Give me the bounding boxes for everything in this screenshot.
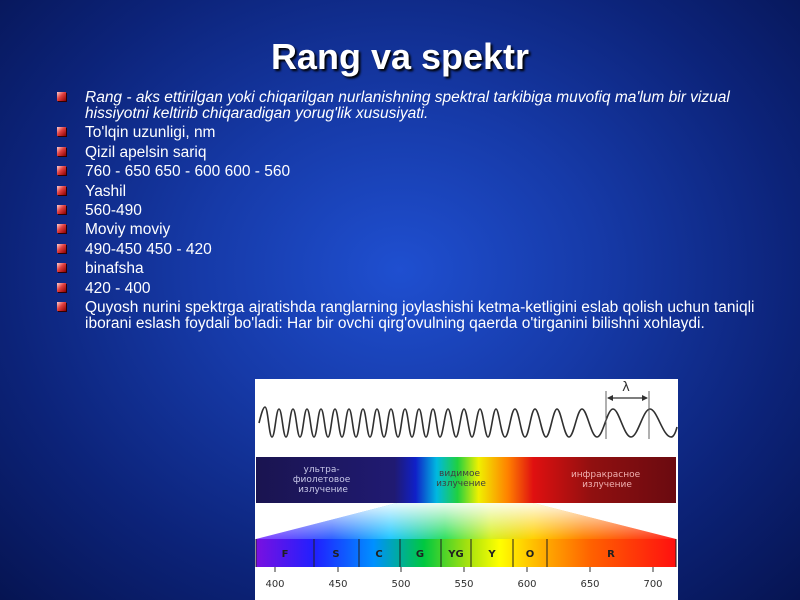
bullet-text: Rang - aks ettirilgan yoki chiqarilgan nurlanishning spektral tarkibiga muvofiq ma'lum bir vizual hissiyotni keltirib chiqaradigan yorug'lik xususiyati.	[85, 89, 730, 122]
bullet-square-icon	[57, 302, 66, 311]
tick-label-550: 550	[454, 579, 474, 590]
bullet-square-icon	[57, 205, 66, 214]
lambda-arrow-left-head	[607, 395, 613, 401]
tick-label-650: 650	[580, 579, 600, 590]
bullet-square-icon	[57, 224, 66, 233]
spectrum-diagram	[255, 379, 678, 600]
bullet-item	[55, 184, 770, 200]
tick-label-700: 700	[643, 579, 663, 590]
bullet-item	[55, 300, 770, 332]
wave-line	[259, 407, 677, 437]
tick-label-600: 600	[517, 579, 537, 590]
bullet-item	[55, 281, 770, 297]
bullet-text: 560-490	[85, 201, 142, 219]
bullet-square-icon	[57, 186, 66, 195]
tick-label-450: 450	[328, 579, 348, 590]
bullet-text: 420 - 400	[85, 279, 151, 297]
band-label-yellow: Y	[488, 549, 496, 560]
band-label-orange: O	[525, 549, 535, 560]
tick-label-400: 400	[265, 579, 285, 590]
uv-label: ультра- фиолетовое излучение	[292, 465, 351, 495]
bullet-item	[55, 203, 770, 219]
bullet-item	[55, 145, 770, 161]
bullet-text: binafsha	[85, 260, 144, 278]
bullet-square-icon	[57, 127, 66, 136]
tick-label-500: 500	[391, 579, 411, 590]
bullet-item	[55, 125, 770, 141]
band-label-red: R	[607, 549, 615, 560]
band-label-cyan: C	[375, 549, 383, 560]
axis-ticks	[275, 567, 653, 572]
bullet-list	[55, 90, 770, 335]
bullet-square-icon	[57, 263, 66, 272]
bullet-text: Quyosh nurini spektrga ajratishda ranglarning joylashishi ketma-ketligini eslab qolish uchun taniqli iborani eslash foydali bo'ladi: Har bir ovchi qirg'ovulning qaerda o'tirganini bilishni xohlaydi.	[85, 298, 755, 332]
bullet-item	[55, 242, 770, 258]
band-label-yellow-green: YG	[448, 549, 464, 560]
bullet-item	[55, 261, 770, 277]
bullet-square-icon	[57, 244, 66, 253]
band-label-green: G	[415, 549, 425, 560]
bullet-square-icon	[57, 283, 66, 292]
bullet-text: 490-450 450 - 420	[85, 240, 212, 258]
bullet-item	[55, 164, 770, 180]
bullet-square-icon	[57, 92, 66, 101]
bullet-text: To'lqin uzunligi, nm	[85, 124, 216, 142]
bullet-item	[55, 222, 770, 238]
bullet-text: 760 - 650 650 - 600 600 - 560	[85, 163, 291, 181]
bullet-square-icon	[57, 166, 66, 175]
bullet-text: Moviy moviy	[85, 221, 171, 239]
band-label-blue: S	[332, 549, 340, 560]
bullet-text: Yashil	[85, 182, 127, 200]
bullet-square-icon	[57, 147, 66, 156]
lambda-arrow-right-head	[642, 395, 648, 401]
spectrum-fan-shade	[256, 503, 676, 539]
bullet-item	[55, 90, 770, 122]
bullet-text: Qizil apelsin sariq	[85, 143, 207, 161]
band-label-violet: F	[281, 549, 289, 560]
slide-title: Rang va spektr	[270, 36, 530, 77]
visible-label: видимое излучение	[436, 469, 486, 489]
ir-label: инфракрасное излучение	[570, 470, 641, 490]
spectrum-figure	[255, 379, 678, 600]
lambda-label: λ	[622, 380, 630, 395]
